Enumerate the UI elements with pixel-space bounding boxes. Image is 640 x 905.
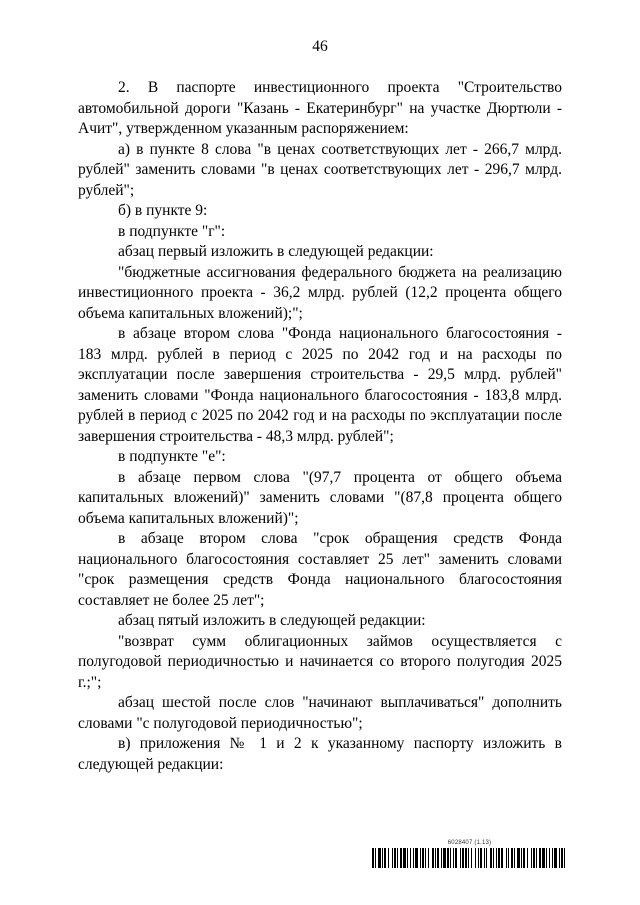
paragraph-second-abzac: в абзаце втором слова "Фонда национального благосостояния - 183 млрд. рублей в период с 2025 по 2042 год и на расходы по эксплуатации после завершения строительства - 29,5 млрд. рублей" заменить словами "Фонда национального благосостояния - 183,8 млрд. рублей в период с 2025 по 2042 год и на расходы по эксплуатации после завершения строительства - 48,3 млрд. рублей"; — [78, 325, 562, 445]
page-number: 46 — [312, 38, 328, 55]
paragraph-subitem-e: в подпункте "е": — [118, 448, 226, 465]
barcode-block — [372, 840, 567, 868]
paragraph-budget-quote: "бюджетные ассигнования федерального бюджета на реализацию инвестиционного проекта - 36,2 млрд. рублей (12,2 процента общего объема капитальных вложений);"; — [78, 263, 562, 322]
document-body — [78, 78, 562, 775]
paragraph-subitem-g: в подпункте "г": — [118, 222, 226, 240]
paragraph-first-abzac-e: в абзаце первом слова "(97,7 процента от общего объема капитальных вложений)" заменить словами "(87,8 процента общего объема капитальных вложений)"; — [78, 468, 562, 527]
paragraph-item-v: в) приложения № 1 и 2 к указанному паспорту изложить в следующей редакции: — [78, 735, 562, 773]
barcode-number: 6028407 (1.13) — [447, 840, 492, 846]
paragraph-item-a: а) в пункте 8 слова "в ценах соответствующих лет - 266,7 млрд. рублей" заменить словами "в ценах соответствующих лет - 296,7 млрд. рублей"; — [78, 140, 562, 199]
barcode-image — [372, 848, 567, 868]
paragraph-first-abzac: абзац первый изложить в следующей редакции: — [118, 243, 434, 260]
paragraph-sixth-abzac: абзац шестой после слов "начинают выплачиваться" дополнить словами "с полугодовой периодичностью"; — [78, 694, 562, 732]
paragraph-second-abzac-e: в абзаце втором слова "срок обращения средств Фонда национального благосостояния составляет 25 лет" заменить словами "срок размещения средств Фонда национального благосостояния составляет не более 25 лет"; — [78, 530, 562, 609]
paragraph-intro: 2. В паспорте инвестиционного проекта "Строительство автомобильной дороги "Казань - Екатеринбург" на участке Дюртюли - Ачит", утвержденном указанным распоряжением: — [78, 79, 562, 137]
paragraph-fifth-abzac: абзац пятый изложить в следующей редакции: — [118, 612, 426, 629]
paragraph-item-b: б) в пункте 9: — [118, 202, 208, 219]
paragraph-return-quote: "возврат сумм облигационных займов осуществляется с полугодовой периодичностью и начинается со второго полугодия 2025 г.;"; — [78, 632, 562, 691]
